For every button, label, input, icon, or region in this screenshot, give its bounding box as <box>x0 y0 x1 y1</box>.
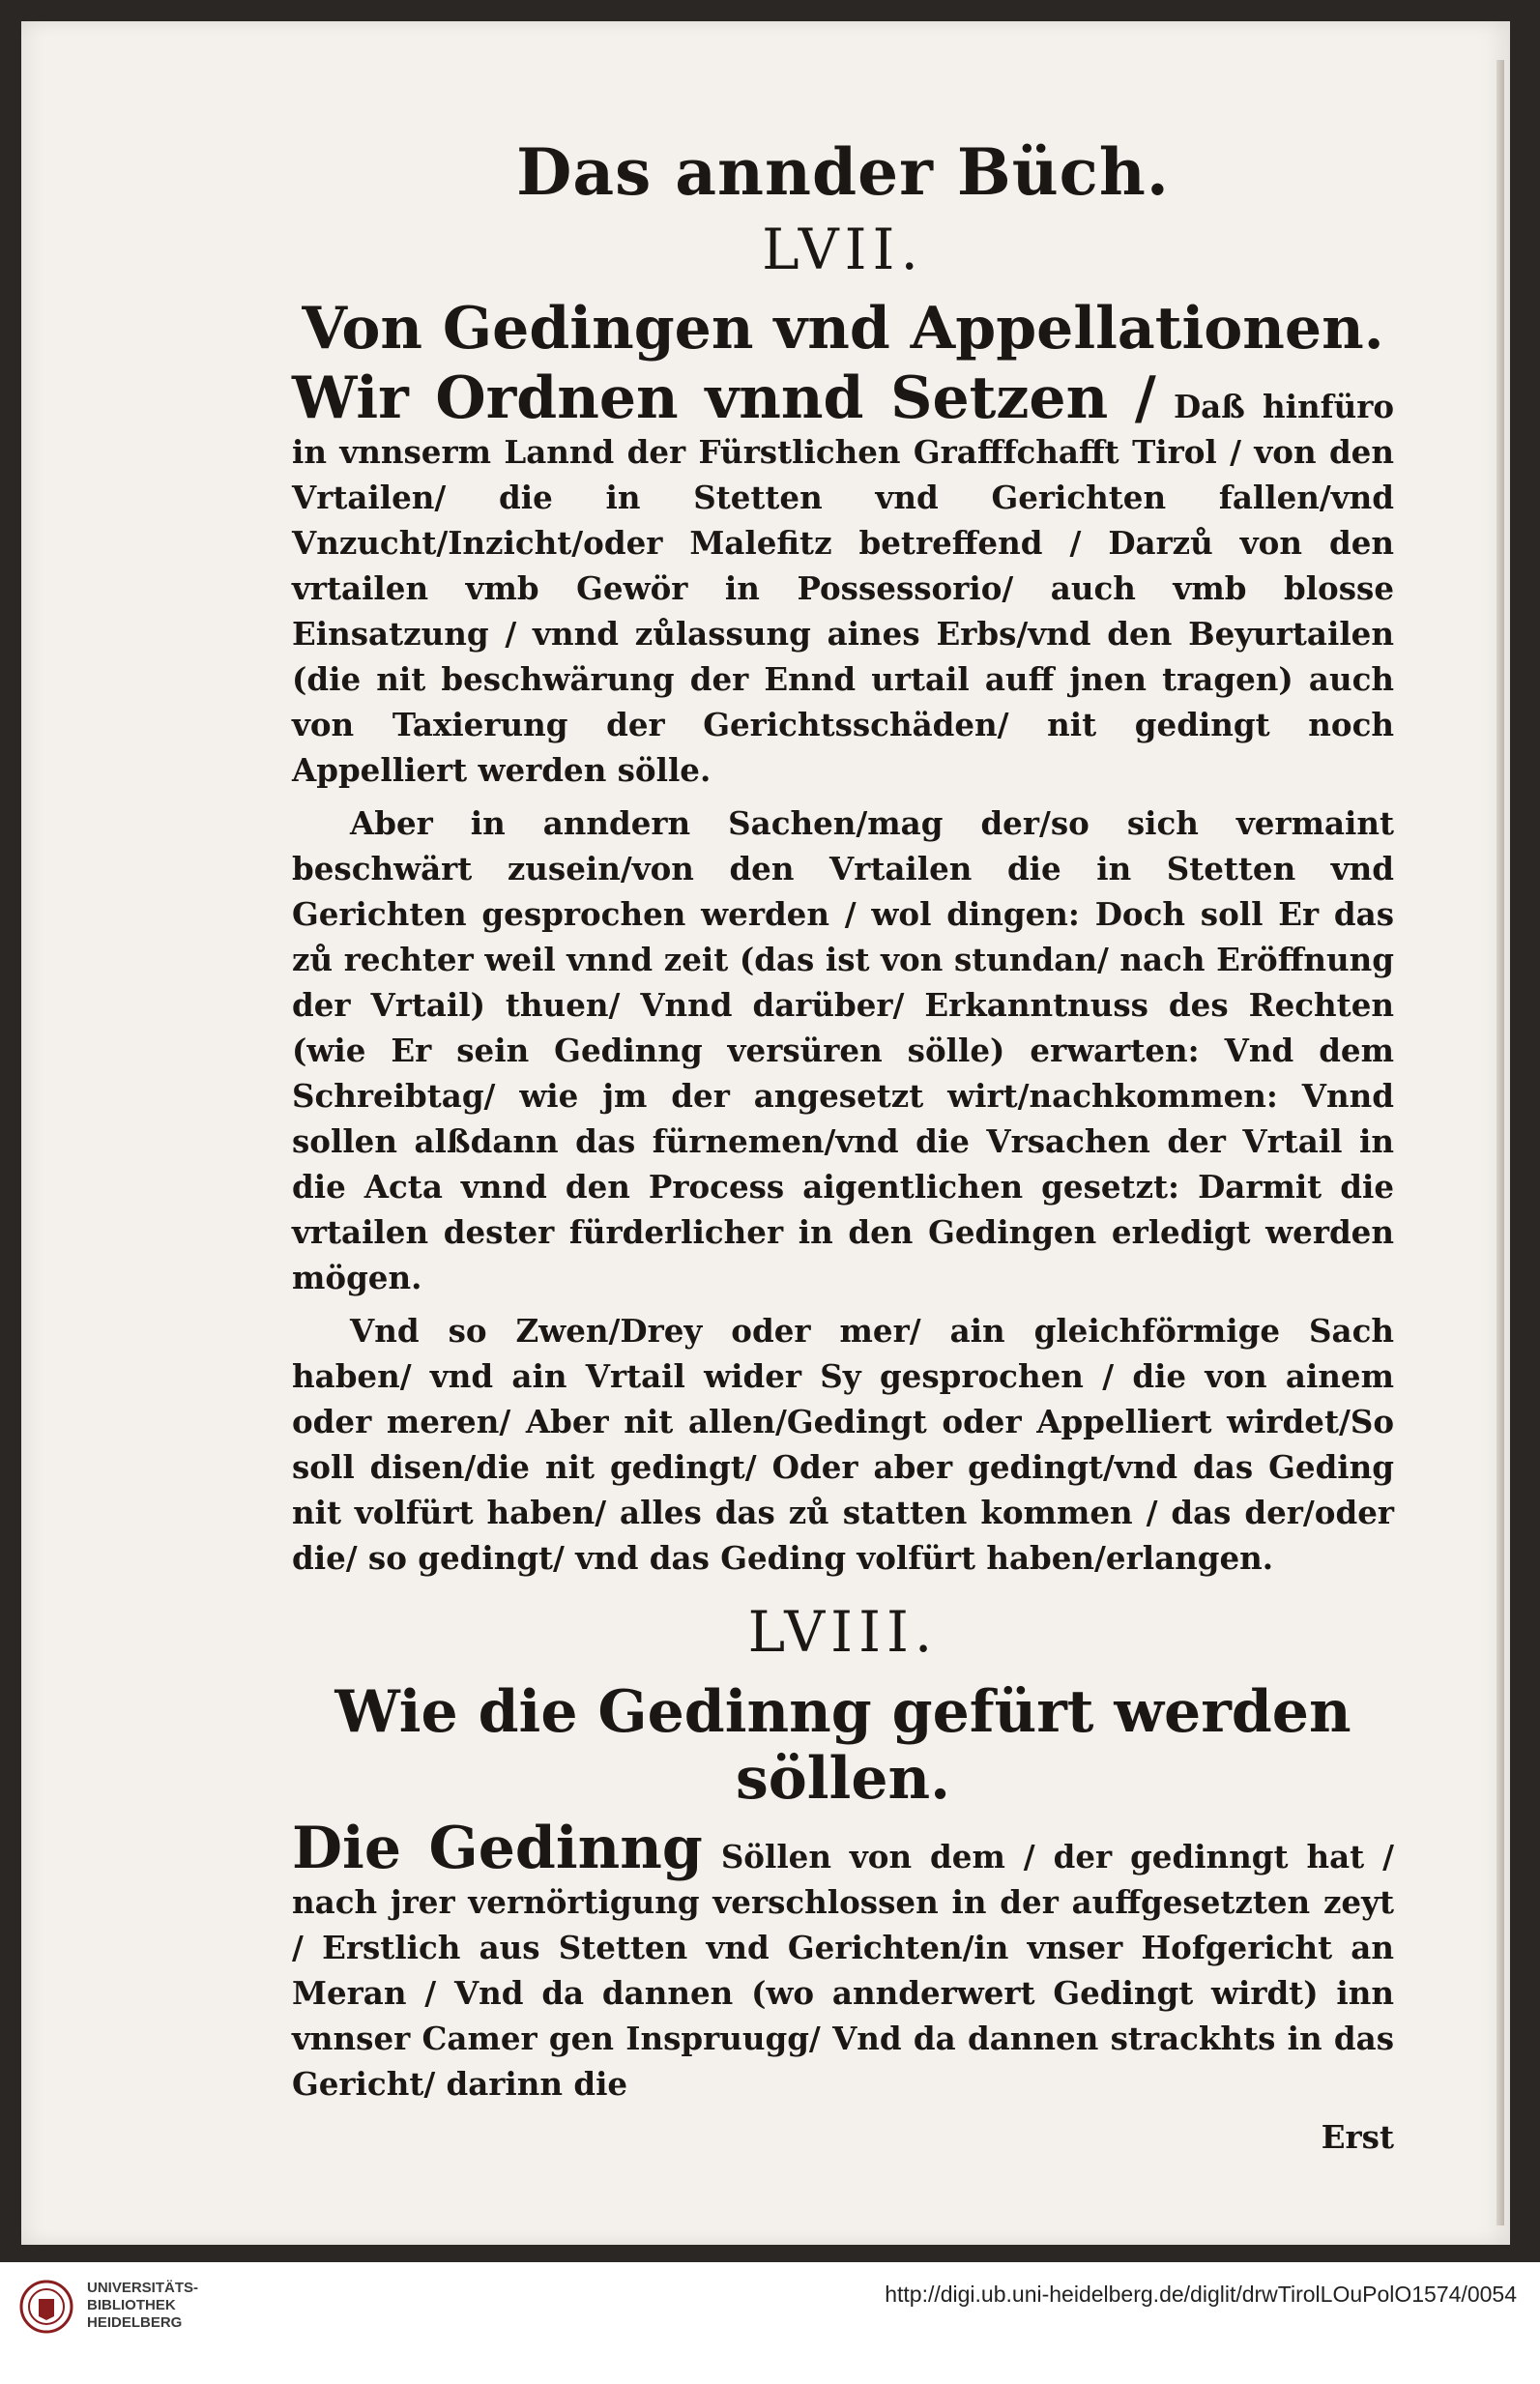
chapter-number: LVII. <box>762 216 924 282</box>
paragraph-text: Daß hinfüro in vnnserm Lannd der Fürstlichen Grafffchafft Tirol / von den Vrtailen/ die in Stetten vnd Gerichten fallen/vnd Vnzucht/Inzicht/oder Malefitz betreffend / Darzů von den vrtailen vmb Gewör in Possessorio/ auch vmb blosse Einsatzung / vnnd zůlassung aines Erbs/vnd den Beyurtailen (die nit beschwärung der Ennd urtail auff jnen tragen) auch von Taxierung der Gerichtsschäden/ nit gedingt noch Appelliert werden sölle. <box>292 388 1395 790</box>
page-edge <box>1496 60 1504 2225</box>
viewer-footer <box>0 2262 1540 2384</box>
running-header: Das annder Büch. <box>516 134 1170 210</box>
library-name-line: BIBLIOTHEK <box>87 2297 176 2313</box>
paragraph: Aber in anndern Sachen/mag der/so sich vermaint beschwärt zusein/von den Vrtailen die in Stetten vnd Gerichten gesprochen werden / wol dingen: Doch soll Er das zů rechter weil vnnd zeit (das ist von stundan/ nach Eröffnung der Vrtail) thuen/ Vnnd darüber/ Erkanntnuss des Rechten (wie Er sein Gedinng versüren sölle) erwarten: Vnd dem Schreibtag/ wie jm der angesetzt wirt/nachkommen: Vnnd sollen alßdann das fürnemen/vnd die Vrsachen der Vrtail in die Acta vnnd den Process aigentlichen gesetzt: Darmit die vrtailen dester fürderlicher in den Gedingen erledigt werden mögen. <box>292 804 1394 1297</box>
catchword: Erst <box>1321 2118 1394 2157</box>
library-name-line: UNIVERSITÄTS- <box>87 2280 199 2296</box>
chapter-number: LVIII. <box>747 1599 939 1666</box>
paragraph <box>292 1815 1394 2107</box>
chapter-title: Von Gedingen vnd Appellationen. <box>302 295 1384 363</box>
paragraph <box>292 364 1395 793</box>
book-page <box>21 21 1510 2245</box>
page-text <box>292 134 1395 2160</box>
paragraph-text: Söllen von dem / der gedinngt hat / nach jrer vernörtigung verschlossen in der auffgesetzten zeyt / Erstlich aus Stetten vnd Gerichten/in vnser Hofgericht an Meran / Vnd da dannen (wo annderwert Gedingt wirdt) inn vnnser Camer gen Inspruugg/ Vnd da dannen strackhts in das Gericht/ darinn die <box>292 1838 1394 2104</box>
paragraph-lead: Die Gedinng <box>292 1815 703 1883</box>
library-name-line: HEIDELBERG <box>87 2314 183 2331</box>
university-seal-icon <box>19 2280 73 2334</box>
permalink[interactable]: http://digi.ub.uni-heidelberg.de/diglit/drwTirolLOuPolO1574/0054 <box>885 2282 1517 2307</box>
library-name <box>87 2280 198 2332</box>
chapter-title: Wie die Gedinng gefürt werden söllen. <box>334 1678 1351 1814</box>
paragraph: Vnd so Zwen/Drey oder mer/ ain gleichförmige Sach haben/ vnd ain Vrtail wider Sy gesprochen / die von ainem oder meren/ Aber nit allen/Gedingt oder Appelliert wirdet/So soll disen/die nit gedingt/ Oder aber gedingt/vnd das Geding nit volfürt haben/ alles das zů statten kommen / das der/oder die/ so gedingt/ vnd das Geding volfürt haben/erlangen. <box>292 1312 1394 1578</box>
paragraph-lead: Wir Ordnen vnnd Setzen / <box>292 364 1156 433</box>
